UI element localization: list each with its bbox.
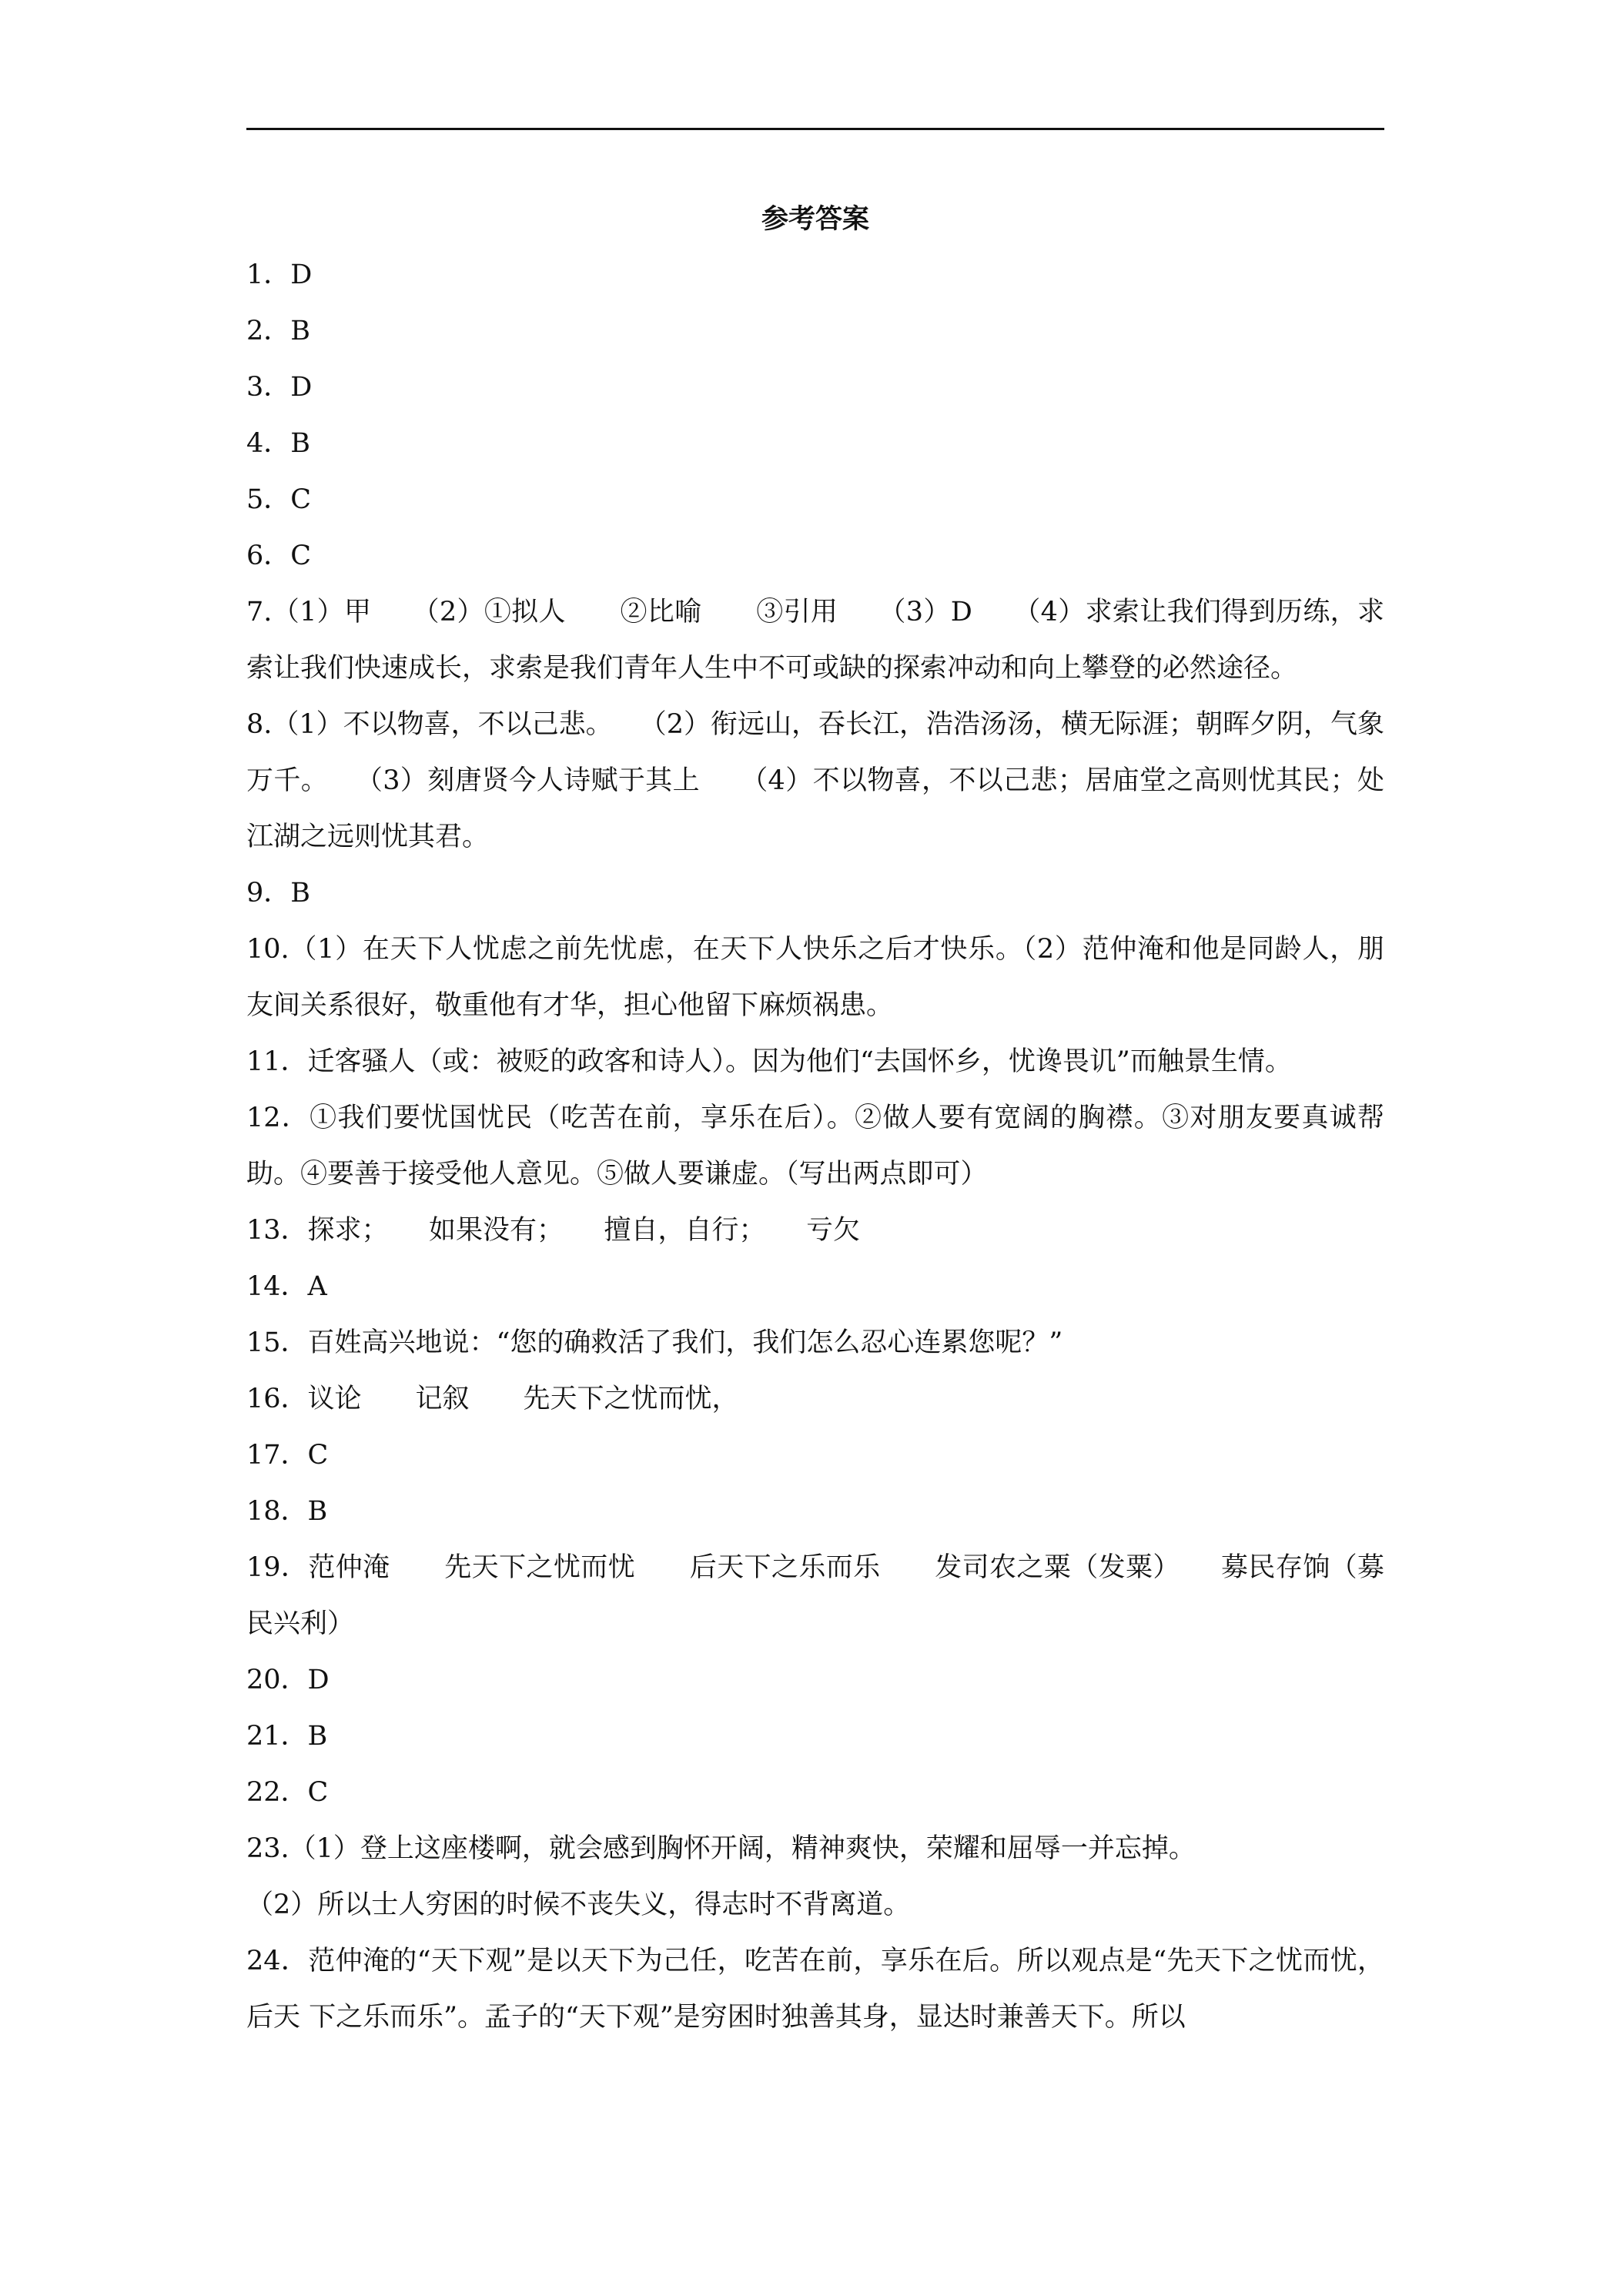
answer-item: 23.（1）登上这座楼啊，就会感到胸怀开阔，精神爽快，荣耀和屈辱一并忘掉。 xyxy=(246,1833,1196,1864)
answer-item: 11．迁客骚人（或：被贬的政客和诗人）。因为他们“去国怀乡，忧谗畏讥”而触景生情。 xyxy=(246,1046,1292,1077)
answer-item: 4．B xyxy=(246,428,310,459)
page-title: 参考答案 xyxy=(761,203,869,235)
answer-item: 3．D xyxy=(246,372,313,403)
answer-item: 2．B xyxy=(246,316,310,346)
answer-item: 5．C xyxy=(246,484,312,515)
answer-item: 19．范仲淹 先天下之忧而忧 后天下之乐而乐 发司农之粟（发粟） 募民存饷（募民兴利） xyxy=(246,1552,1384,1639)
answer-item: （2）所以士人穷困的时候不丧失义，得志时不背离道。 xyxy=(246,1889,911,1920)
answer-item: 1．D xyxy=(246,259,313,290)
answer-item: 12．①我们要忧国忧民（吃苦在前，享乐在后）。②做人要有宽阔的胸襟。③对朋友要真诚帮助。④要善于接受他人意见。⑤做人要谦虚。（写出两点即可） xyxy=(246,1103,1384,1190)
answer-item: 9．B xyxy=(246,878,310,909)
answer-item: 21．B xyxy=(246,1721,328,1752)
answer-item: 20．D xyxy=(246,1665,330,1695)
answer-item: 10.（1）在天下人忧虑之前先忧虑，在天下人快乐之后才快乐。（2）范仲淹和他是同龄人，朋友间关系很好，敬重他有才华，担心他留下麻烦祸患。 xyxy=(246,934,1384,1021)
answer-item: 7.（1）甲 （2）①拟人 ②比喻 ③引用 （3）D （4）求索让我们得到历练，求索让我们快速成长，求索是我们青年人生中不可或缺的探索冲动和向上攀登的必然途径。 xyxy=(246,597,1384,684)
answer-item: 24．范仲淹的“天下观”是以天下为己任，吃苦在前，享乐在后。所以观点是“先天下之忧而忧，后天 下之乐而乐”。孟子的“天下观”是穷困时独善其身，显达时兼善天下。所以 xyxy=(246,1946,1384,2033)
answer-item: 22．C xyxy=(246,1777,329,1808)
answer-content xyxy=(246,191,1384,2046)
answer-item: 16．议论 记叙 先天下之忧而忧， xyxy=(246,1384,739,1414)
answer-item: 18．B xyxy=(246,1496,328,1527)
answer-item: 14．A xyxy=(246,1271,327,1302)
answer-item: 15．百姓高兴地说：“您的确救活了我们，我们怎么忍心连累您呢？” xyxy=(246,1327,1063,1358)
header-rule xyxy=(246,128,1384,130)
answer-item: 13．探求； 如果没有； 擅自，自行； 亏欠 xyxy=(246,1215,861,1246)
answer-item: 8.（1）不以物喜，不以己悲。 （2）衔远山，吞长江，浩浩汤汤，横无际涯；朝晖夕阴，气象万千。 （3）刻唐贤今人诗赋于其上 （4）不以物喜，不以己悲；居庙堂之高则忧其民；处江湖之远则忧其君。 xyxy=(246,709,1384,852)
answer-item: 17．C xyxy=(246,1440,329,1471)
answer-item: 6．C xyxy=(246,541,312,571)
